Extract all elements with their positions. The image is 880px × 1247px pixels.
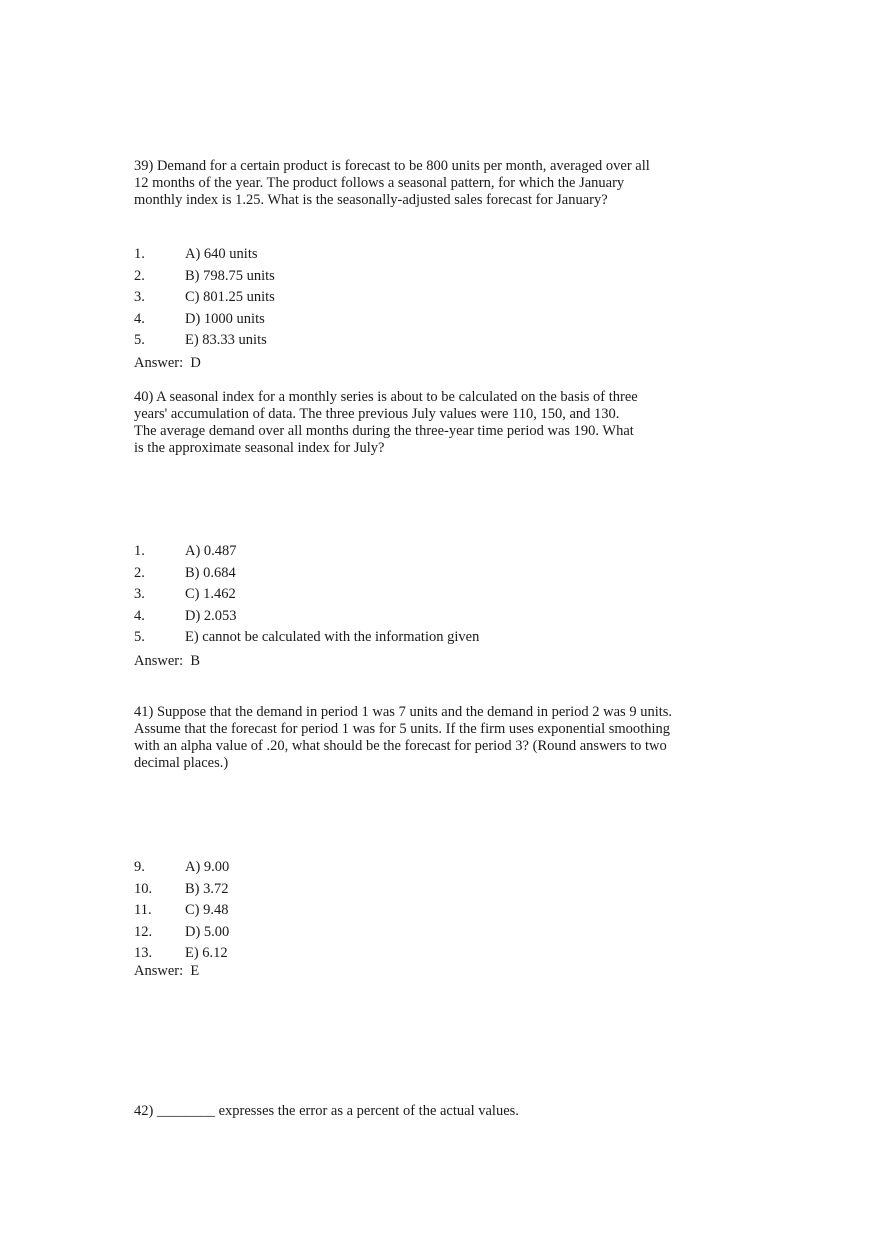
- option-number: 9.: [134, 859, 145, 875]
- option-number: 2.: [134, 564, 145, 581]
- answer-39: Answer: D: [134, 355, 201, 371]
- option-number: 4.: [134, 607, 145, 624]
- option-item: [134, 943, 694, 965]
- option-item: [134, 857, 694, 879]
- option-item: [134, 627, 694, 649]
- option-item: [134, 309, 694, 331]
- option-item: [134, 563, 694, 585]
- question-42: [134, 1103, 694, 1120]
- option-text: B) 0.684: [185, 564, 236, 581]
- option-item: [134, 584, 694, 606]
- option-text: E) cannot be calculated with the information given: [185, 629, 480, 645]
- option-text: A) 640 units: [185, 246, 258, 262]
- option-number: 2.: [134, 267, 145, 284]
- option-number: 3.: [134, 289, 145, 305]
- option-text: A) 0.487: [185, 543, 237, 559]
- option-item: [134, 900, 694, 922]
- option-item: [134, 330, 694, 352]
- options-list-40: [134, 541, 694, 649]
- option-number: 11.: [134, 902, 152, 918]
- option-item: [134, 922, 694, 944]
- option-text: E) 83.33 units: [185, 332, 267, 348]
- question-40: [134, 389, 694, 457]
- question-stem: 42) ________ expresses the error as a percent of the actual values.: [134, 1103, 519, 1119]
- option-text: D) 1000 units: [185, 310, 265, 327]
- option-number: 5.: [134, 629, 145, 645]
- option-number: 3.: [134, 586, 145, 602]
- option-number: 1.: [134, 246, 145, 262]
- options-list-41: [134, 857, 694, 965]
- question-stem: 39) Demand for a certain product is forecast to be 800 units per month, averaged over all 12 months of the year. The product follows a seasonal pattern, for which the January monthly index is 1.25. What is the seasonally-adjusted sales forecast for January?: [134, 158, 650, 208]
- option-text: C) 801.25 units: [185, 289, 275, 305]
- option-text: E) 6.12: [185, 945, 228, 961]
- option-text: D) 2.053: [185, 607, 237, 624]
- option-text: D) 5.00: [185, 923, 230, 940]
- options-list-39: [134, 244, 694, 352]
- option-item: [134, 606, 694, 628]
- option-number: 1.: [134, 543, 145, 559]
- option-number: 10.: [134, 880, 153, 897]
- option-text: C) 9.48: [185, 902, 229, 918]
- question-39: [134, 158, 694, 209]
- option-item: [134, 287, 694, 309]
- answer-41: Answer: E: [134, 963, 200, 979]
- question-stem: 40) A seasonal index for a monthly series is about to be calculated on the basis of three years' accumulation of data. The three previous July values were 110, 150, and 130. The average demand over all months during the three-year time period was 190. What is the approximate seasonal index for July?: [134, 389, 638, 456]
- option-number: 5.: [134, 332, 145, 348]
- option-text: B) 3.72: [185, 880, 229, 897]
- option-item: [134, 879, 694, 901]
- question-stem: 41) Suppose that the demand in period 1 was 7 units and the demand in period 2 was 9 units. Assume that the forecast for period 1 was for 5 units. If the firm uses exponential smoothing with an alpha value of .20, what should be the forecast for period 3? (Round answers to two decimal places.): [134, 704, 673, 771]
- option-item: [134, 541, 694, 563]
- option-text: C) 1.462: [185, 586, 236, 602]
- option-text: A) 9.00: [185, 859, 230, 875]
- option-number: 13.: [134, 945, 153, 961]
- option-number: 4.: [134, 310, 145, 327]
- option-text: B) 798.75 units: [185, 267, 275, 284]
- question-41: [134, 704, 694, 772]
- option-item: [134, 266, 694, 288]
- answer-40: Answer: B: [134, 653, 201, 669]
- option-number: 12.: [134, 923, 153, 940]
- option-item: [134, 244, 694, 266]
